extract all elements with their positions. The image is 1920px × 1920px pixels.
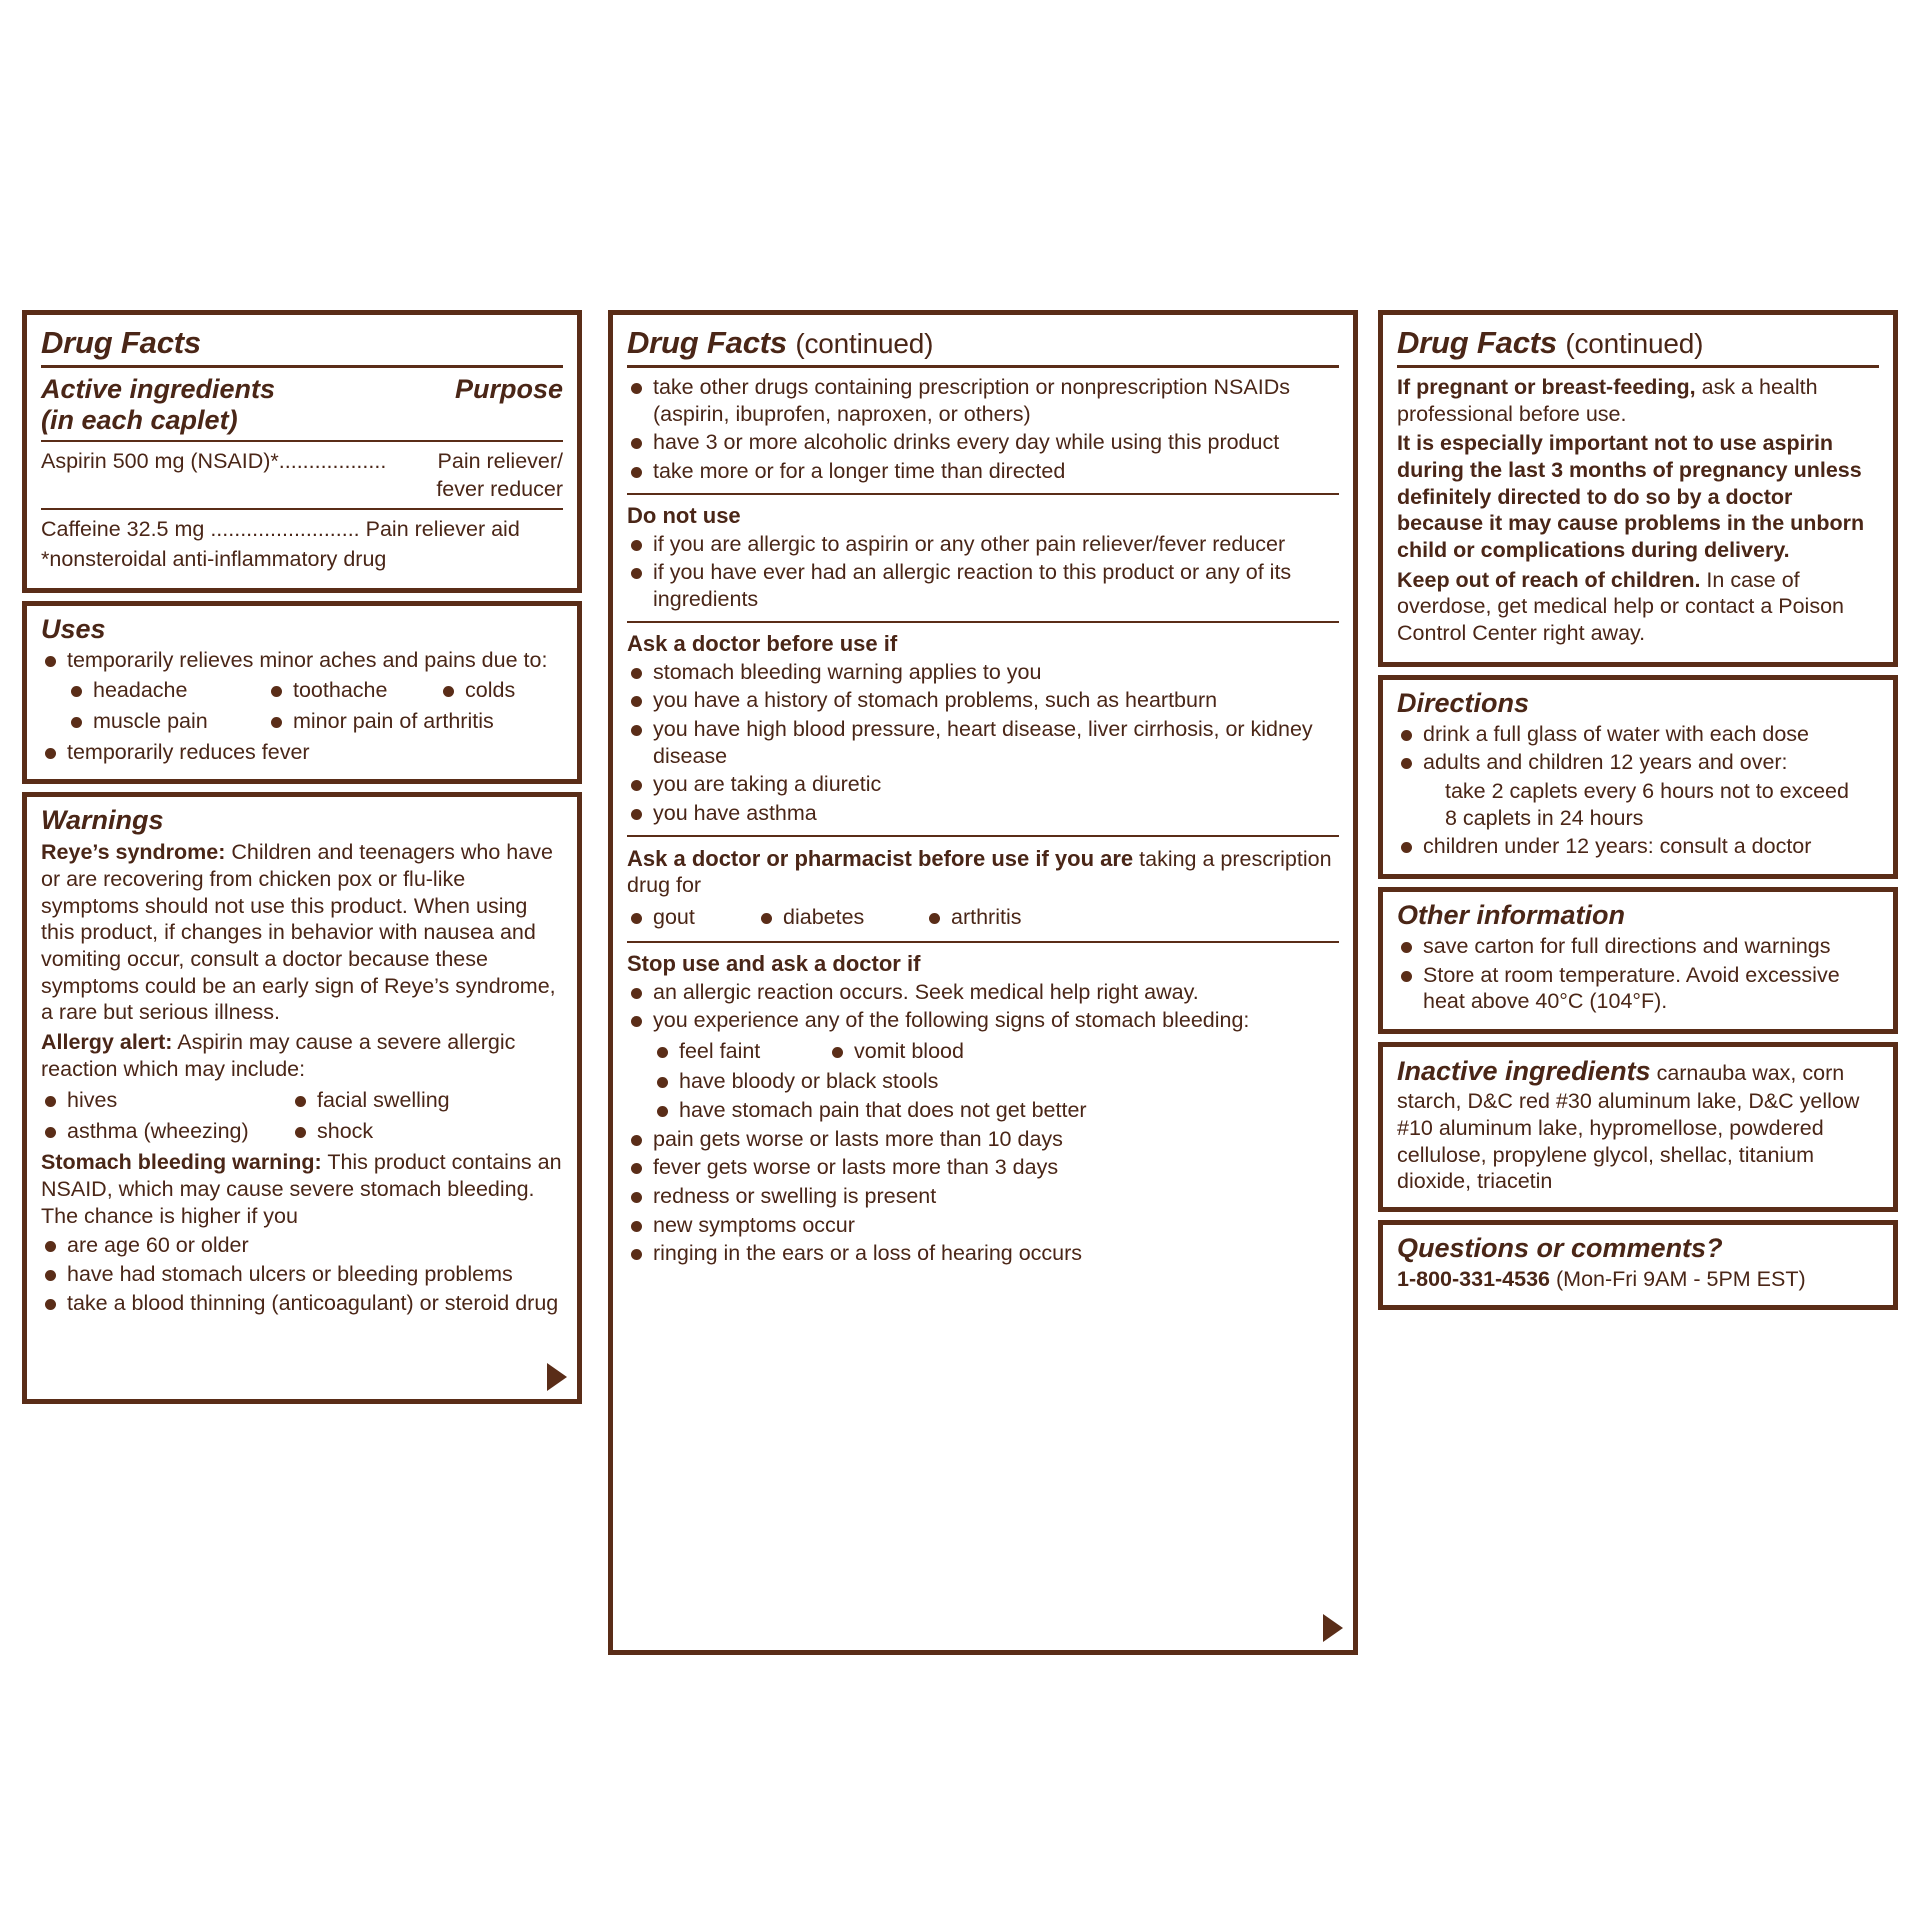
list-item: take a blood thinning (anticoagulant) or steroid drug [41, 1290, 563, 1317]
divider [627, 493, 1339, 495]
list-item: Store at room temperature. Avoid excessive heat above 40°C (104°F). [1397, 962, 1879, 1015]
pregnancy-warning [1397, 374, 1879, 427]
list-item: you have asthma [627, 800, 1339, 827]
directions-dose-line1: take 2 caplets every 6 hours not to exceed [1445, 778, 1849, 803]
uses-heading: Uses [41, 613, 106, 644]
active-ingredients-subheading: (in each caplet) [41, 405, 238, 435]
keep-out-of-reach-warning [1397, 567, 1879, 647]
pregnancy-label: If pregnant or breast-feeding, [1397, 375, 1696, 399]
stomach-text: This product contains an NSAID, which may cause severe stomach bleeding. The chance is higher if you [41, 1150, 562, 1228]
list-item: ringing in the ears or a loss of hearing occurs [627, 1240, 1339, 1267]
list-item: hives [41, 1087, 291, 1114]
allergy-text: Aspirin may cause a severe allergic reaction which may include: [41, 1029, 516, 1081]
do-not-use-heading: Do not use [627, 502, 741, 528]
divider [627, 621, 1339, 623]
list-item: save carton for full directions and warnings [1397, 933, 1879, 960]
ingredient-two: Caffeine 32.5 mg ......................... Pain reliever aid [41, 517, 520, 542]
pregnancy-text: ask a health professional before use. [1397, 375, 1818, 426]
inactive-ingredients-text: carnauba wax, corn starch, D&C red #30 aluminum lake, D&C yellow #10 aluminum lake, hypromellose, powdered cellulose, propylene glycol, shellac, titanium dioxide, triacetin [1397, 1060, 1860, 1194]
ingredient-one-purpose: Pain reliever/ [437, 449, 563, 473]
list-item: minor pain of arthritis [267, 708, 494, 735]
directions-block [1378, 675, 1898, 879]
allergy-label: Allergy alert: [41, 1029, 173, 1054]
title-text: Drug Facts [627, 325, 787, 360]
list-item: have bloody or black stools [653, 1068, 1339, 1095]
list-item: an allergic reaction occurs. Seek medical help right away. [627, 979, 1339, 1006]
warnings-heading: Warnings [41, 805, 164, 836]
active-ingredients-heading: Active ingredients [41, 374, 276, 404]
reyes-syndrome-warning [41, 839, 563, 1026]
list-item: asthma (wheezing) [41, 1118, 291, 1145]
phone-number[interactable]: 1-800-331-4536 [1397, 1266, 1551, 1291]
stomach-bleeding-continued-list [627, 374, 1339, 485]
list-item: if you are allergic to aspirin or any other pain reliever/fever reducer [627, 531, 1339, 558]
column-one [22, 310, 582, 1404]
list-item: redness or swelling is present [627, 1183, 1339, 1210]
list-item: have stomach pain that does not get better [653, 1097, 1339, 1124]
active-ingredients-block [22, 310, 582, 593]
continue-arrow-icon [1323, 1614, 1343, 1642]
ask-doctor-list [627, 659, 1339, 827]
do-not-use-list [627, 531, 1339, 613]
stop-use-heading: Stop use and ask a doctor if [627, 950, 921, 976]
allergy-alert [41, 1029, 563, 1082]
list-item: you are taking a diuretic [627, 771, 1339, 798]
list-item: you have high blood pressure, heart disease, liver cirrhosis, or kidney disease [627, 716, 1339, 769]
support-hours: (Mon-Fri 9AM - 5PM EST) [1556, 1266, 1806, 1291]
list-item: temporarily relieves minor aches and pains due to: [41, 647, 563, 674]
list-item: take other drugs containing prescription or nonprescription NSAIDs (aspirin, ibuprofen, naproxen, or others) [627, 374, 1339, 427]
inactive-ingredients-heading: Inactive ingredients [1397, 1055, 1651, 1086]
divider [1397, 365, 1879, 368]
directions-dose-line2: 8 caplets in 24 hours [1445, 805, 1644, 830]
drug-facts-title: Drug Facts [41, 325, 201, 360]
list-item: feel faint [653, 1038, 828, 1065]
title-continued-text: (continued) [795, 328, 934, 359]
stomach-label: Stomach bleeding warning: [41, 1150, 322, 1175]
continue-arrow-icon [547, 1363, 567, 1391]
warnings-block [22, 792, 582, 1404]
keep-out-label: Keep out of reach of children. [1397, 567, 1701, 592]
directions-heading: Directions [1397, 687, 1530, 718]
divider [627, 365, 1339, 368]
divider [41, 508, 563, 510]
other-information-heading: Other information [1397, 899, 1625, 930]
list-item: new symptoms occur [627, 1212, 1339, 1239]
aspirin-pregnancy-text: It is especially important not to use aspirin during the last 3 months of pregnancy unless definitely directed to do so by a doctor because it may cause problems in the unborn child or complications during delivery. [1397, 431, 1865, 562]
ask-doctor-heading: Ask a doctor before use if [627, 630, 898, 656]
reyes-text: Children and teenagers who have or are recovering from chicken pox or flu-like symptoms should not use this product. When using this product, if changes in behavior with nausea and vomiting occur, consult a doctor because these symptoms could be an early sign of Reye’s syndrome, a rare but serious illness. [41, 840, 556, 1025]
list-item: you have a history of stomach problems, such as heartburn [627, 687, 1339, 714]
list-item: toothache [267, 677, 439, 704]
ask-pharmacist-paragraph [627, 845, 1339, 899]
ingredient-one-purpose-line2: fever reducer [436, 476, 563, 501]
contact-line [1397, 1266, 1879, 1293]
list-item: vomit blood [828, 1038, 964, 1065]
list-item: drink a full glass of water with each dose [1397, 721, 1879, 748]
pregnancy-warnings-block [1378, 310, 1898, 667]
list-item: stomach bleeding warning applies to you [627, 659, 1339, 686]
ask-pharmacist-heading: Ask a doctor or pharmacist before use if you are [627, 845, 1134, 871]
stop-use-list [627, 979, 1339, 1034]
list-item: children under 12 years: consult a doctor [1397, 833, 1879, 860]
other-information-block [1378, 887, 1898, 1034]
list-item: you experience any of the following signs of stomach bleeding: [627, 1007, 1339, 1034]
list-item: have had stomach ulcers or bleeding problems [41, 1261, 563, 1288]
divider [627, 835, 1339, 837]
drug-facts-continued-block [608, 310, 1358, 1655]
drug-facts-title-continued [627, 325, 1339, 361]
stomach-bleeding-warning [41, 1149, 563, 1229]
list-item: temporarily reduces fever [41, 739, 563, 766]
purpose-heading: Purpose [454, 374, 563, 404]
title-text: Drug Facts [1397, 325, 1557, 360]
list-item: adults and children 12 years and over: [1397, 749, 1879, 776]
ingredient-one-name: Aspirin 500 mg (NSAID)*.................. [41, 449, 387, 473]
list-item: diabetes [757, 904, 925, 931]
questions-block [1378, 1220, 1898, 1310]
nsaid-footnote: *nonsteroidal anti-inflammatory drug [41, 546, 387, 571]
list-item: facial swelling [291, 1087, 450, 1114]
drug-facts-title-continued [1397, 325, 1879, 361]
aspirin-pregnancy-warning [1397, 430, 1879, 563]
divider [41, 365, 563, 368]
list-item: take more or for a longer time than directed [627, 458, 1339, 485]
list-item: muscle pain [67, 708, 267, 735]
uses-block [22, 601, 582, 785]
questions-heading: Questions or comments? [1397, 1232, 1723, 1263]
list-item: are age 60 or older [41, 1232, 563, 1259]
divider [627, 941, 1339, 943]
divider [41, 440, 563, 442]
keep-out-text: In case of overdose, get medical help or contact a Poison Control Center right away. [1397, 567, 1844, 645]
inactive-ingredients [1397, 1055, 1879, 1195]
title-continued-text: (continued) [1565, 328, 1704, 359]
list-item: gout [627, 904, 757, 931]
list-item: shock [291, 1118, 373, 1145]
reyes-label: Reye’s syndrome: [41, 840, 226, 865]
list-item: if you have ever had an allergic reaction to this product or any of its ingredients [627, 559, 1339, 612]
list-item: arthritis [925, 904, 1021, 931]
list-item: colds [439, 677, 515, 704]
list-item: have 3 or more alcoholic drinks every day while using this product [627, 429, 1339, 456]
column-three [1378, 310, 1898, 1310]
list-item: pain gets worse or lasts more than 10 days [627, 1126, 1339, 1153]
ask-pharmacist-text: taking a prescription drug for [627, 846, 1332, 898]
list-item: headache [67, 677, 267, 704]
inactive-ingredients-block [1378, 1042, 1898, 1212]
column-two [608, 310, 1358, 1655]
list-item: fever gets worse or lasts more than 3 days [627, 1154, 1339, 1181]
